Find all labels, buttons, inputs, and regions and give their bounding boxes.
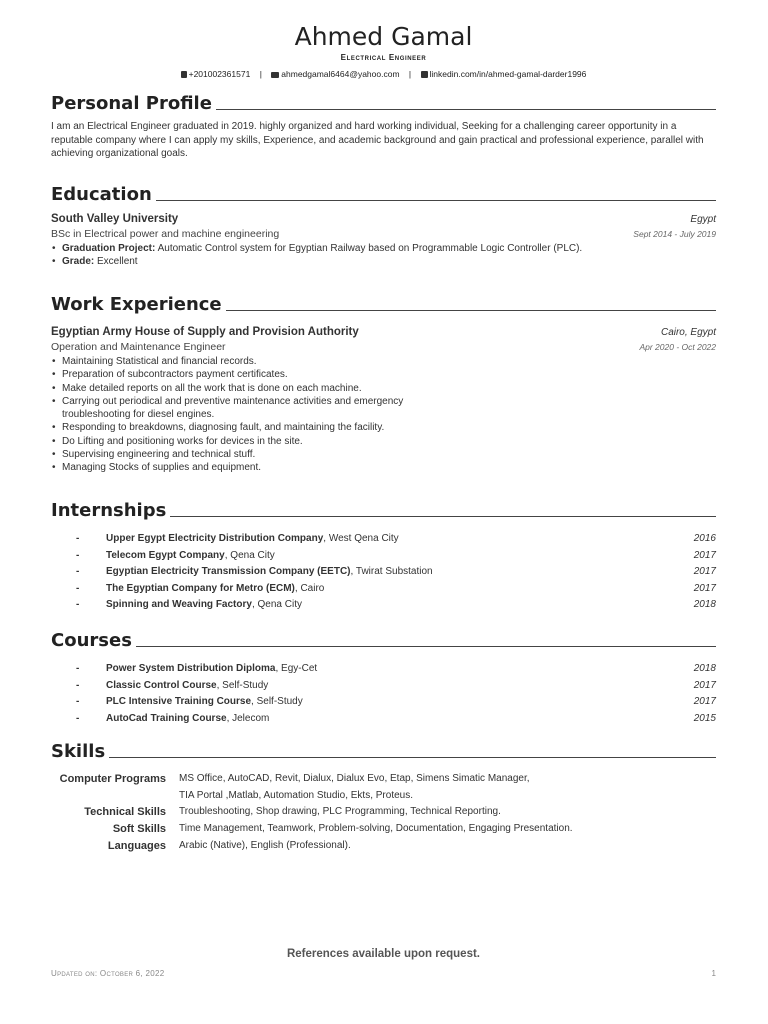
course-place: , Self-Study xyxy=(216,679,269,691)
internship-name: Egyptian Electricity Transmission Company (EETC) xyxy=(106,566,351,578)
table-row xyxy=(51,583,716,600)
section-rule xyxy=(136,646,716,647)
table-row xyxy=(51,821,716,838)
dash-marker: - xyxy=(76,679,80,691)
table-row xyxy=(51,788,716,805)
education-entry-sub xyxy=(51,228,716,240)
phone-icon xyxy=(181,71,187,78)
resume-header xyxy=(51,22,716,80)
separator: | xyxy=(408,69,412,79)
internship-place: , West Qena City xyxy=(323,533,399,544)
internship-year: 2017 xyxy=(693,566,716,578)
profile-section xyxy=(51,94,716,161)
internship-place: , Qena City xyxy=(251,599,302,611)
course-place: , Jelecom xyxy=(226,712,270,724)
skill-value: MS Office, AutoCAD, Revit, Dialux, Dialux Evo, Etap, Simens Simatic Manager, xyxy=(179,773,530,784)
section-title: Personal Profile xyxy=(51,93,212,114)
phone-number[interactable]: +201002361571 xyxy=(188,69,251,79)
section-heading xyxy=(51,295,716,315)
references-note: References available upon request. xyxy=(286,948,481,960)
list-item xyxy=(51,242,716,255)
work-entry-sub xyxy=(51,341,716,353)
updated-date: Updated on: October 6, 2022 xyxy=(51,969,165,978)
section-heading xyxy=(51,185,716,205)
list-item: • Preparation of subcontractors payment certificates. xyxy=(51,368,423,381)
education-dates: Sept 2014 - July 2019 xyxy=(633,229,716,239)
list-item: • Supervising engineering and technical stuff. xyxy=(51,448,423,461)
skills-section xyxy=(51,742,716,855)
work-section xyxy=(51,295,716,475)
section-rule xyxy=(216,109,716,110)
internship-name: The Egyptian Company for Metro (ECM) xyxy=(106,582,295,594)
list-item xyxy=(51,255,716,268)
list-item: • Maintaining Statistical and financial records. xyxy=(51,355,423,368)
section-title: Work Experience xyxy=(51,294,222,315)
section-rule xyxy=(109,757,716,758)
internship-year: 2017 xyxy=(693,582,716,594)
internship-place: , Twirat Substation xyxy=(350,566,433,578)
table-row xyxy=(51,533,716,550)
dash-marker: - xyxy=(76,663,80,674)
list-item: • Managing Stocks of supplies and equipment. xyxy=(51,461,423,474)
courses-section xyxy=(51,631,716,729)
course-year: 2015 xyxy=(693,712,716,724)
course-place: , Egy-Cet xyxy=(275,663,318,674)
email-icon xyxy=(271,72,279,78)
skills-table xyxy=(51,771,716,855)
skill-value: Troubleshooting, Shop drawing, PLC Programming, Technical Reporting. xyxy=(179,806,501,818)
skill-value: TIA Portal ,Matlab, Automation Studio, Ekts, Proteus. xyxy=(179,789,414,801)
section-title: Courses xyxy=(51,630,132,651)
course-place: , Self-Study xyxy=(251,696,303,708)
skill-value: Arabic (Native), English (Professional). xyxy=(179,839,351,851)
table-row xyxy=(51,566,716,583)
table-row xyxy=(51,663,716,680)
work-dates: Apr 2020 - Oct 2022 xyxy=(639,342,716,352)
dash-marker: - xyxy=(76,712,80,724)
internship-year: 2018 xyxy=(693,599,716,611)
table-row xyxy=(51,696,716,713)
education-section xyxy=(51,185,716,269)
table-row xyxy=(51,804,716,821)
internship-name: Upper Egypt Electricity Distribution Company xyxy=(106,533,324,544)
section-title: Skills xyxy=(51,741,106,762)
internship-name: Spinning and Weaving Factory xyxy=(106,599,252,611)
section-heading xyxy=(51,631,716,651)
course-name: PLC Intensive Training Course xyxy=(106,696,252,708)
contact-line xyxy=(51,68,716,80)
dash-marker: - xyxy=(76,533,80,544)
item-label: Graduation Project: xyxy=(62,243,156,254)
table-row xyxy=(51,771,716,788)
course-year: 2018 xyxy=(693,663,716,674)
internship-place: , Cairo xyxy=(294,582,325,594)
course-list xyxy=(51,663,716,729)
page-number: 1 xyxy=(711,969,716,978)
skill-value: Time Management, Teamwork, Problem-solving, Documentation, Engaging Presentation. xyxy=(179,823,573,835)
list-item: • Carrying out periodical and preventive maintenance activities and emergency troubleshooting for diesel engines. xyxy=(51,395,423,422)
section-heading xyxy=(51,94,716,114)
skill-label: Computer Programs xyxy=(59,773,166,785)
linkedin-icon xyxy=(421,71,428,78)
course-name: Power System Distribution Diploma xyxy=(106,663,276,674)
section-title: Internships xyxy=(51,500,167,521)
list-item: • Responding to breakdowns, diagnosing fault, and maintaining the facility. xyxy=(51,421,423,434)
profile-text: I am an Electrical Engineer graduated in 2019. highly organized and hard working individual, Seeking for a challenging career opportunity in a reputable company where I can apply my skills, Experience, and academic background and gain practical and professional experience, parallel with achieving organizational goals. xyxy=(51,121,704,159)
skill-label xyxy=(51,788,166,805)
internships-section xyxy=(51,501,716,616)
internship-name: Telecom Egypt Company xyxy=(106,549,225,561)
dash-marker: - xyxy=(76,549,80,561)
internship-year: 2017 xyxy=(693,549,716,561)
company-name: Egyptian Army House of Supply and Provision Authority xyxy=(51,326,359,338)
course-year: 2017 xyxy=(693,696,716,708)
item-label: Grade: xyxy=(62,256,95,268)
candidate-name: Ahmed Gamal xyxy=(294,22,473,51)
candidate-title: Electrical Engineer xyxy=(340,53,427,62)
institution-location: Egypt xyxy=(690,214,716,225)
skill-label: Languages xyxy=(107,839,166,852)
dash-marker: - xyxy=(76,566,80,578)
institution-name: South Valley University xyxy=(51,213,179,225)
section-title: Education xyxy=(51,184,152,205)
separator: | xyxy=(259,69,262,79)
skill-label: Soft Skills xyxy=(112,823,166,836)
internship-year: 2016 xyxy=(693,533,716,544)
table-row xyxy=(51,680,716,697)
resume-page xyxy=(51,0,716,1024)
dash-marker: - xyxy=(76,582,80,594)
table-row xyxy=(51,838,716,855)
section-rule xyxy=(170,516,716,517)
course-name: AutoCad Training Course xyxy=(106,712,227,724)
work-entry-head xyxy=(51,326,716,338)
internship-place: , Qena City xyxy=(224,549,275,561)
linkedin-link[interactable]: linkedin.com/in/ahmed-gamal-darder1996 xyxy=(429,69,587,79)
item-text: Excellent xyxy=(94,256,138,268)
table-row xyxy=(51,713,716,730)
section-heading xyxy=(51,742,716,762)
section-heading xyxy=(51,501,716,521)
job-role: Operation and Maintenance Engineer xyxy=(51,341,226,353)
internship-list xyxy=(51,533,716,616)
item-text: Automatic Control system for Egyptian Railway based on Programmable Logic Controller (PLC). xyxy=(155,243,583,254)
course-name: Classic Control Course xyxy=(106,679,217,691)
work-duties xyxy=(51,355,423,475)
table-row xyxy=(51,599,716,616)
email-link[interactable]: ahmedgamal6464@yahoo.com xyxy=(281,69,400,79)
dash-marker: - xyxy=(76,599,80,611)
section-rule xyxy=(156,200,716,201)
table-row xyxy=(51,550,716,567)
skill-label: Technical Skills xyxy=(84,806,166,819)
list-item: • Do Lifting and positioning works for devices in the site. xyxy=(51,435,423,448)
list-item: • Make detailed reports on all the work that is done on each machine. xyxy=(51,382,423,395)
education-details xyxy=(51,242,716,269)
course-year: 2017 xyxy=(693,679,716,691)
dash-marker: - xyxy=(76,696,80,708)
education-entry-head xyxy=(51,213,716,225)
company-location: Cairo, Egypt xyxy=(660,327,716,338)
section-rule xyxy=(226,310,716,311)
degree: BSc in Electrical power and machine engineering xyxy=(51,228,280,240)
